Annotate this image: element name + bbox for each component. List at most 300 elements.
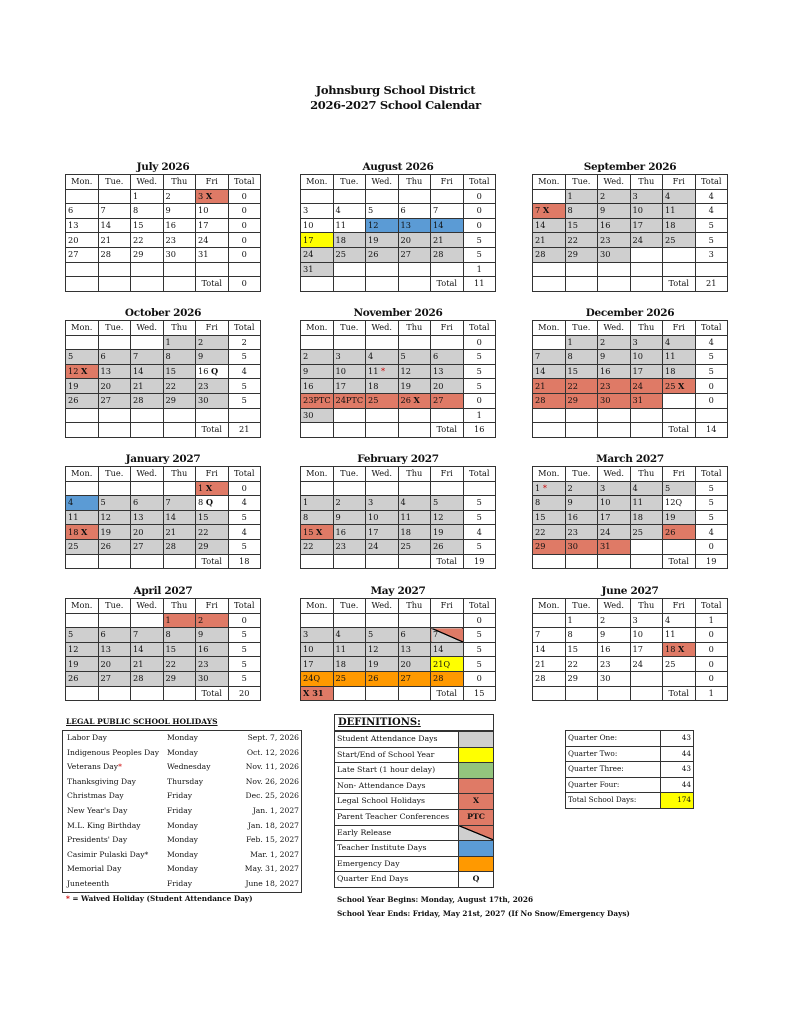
holiday-weekday: Monday: [167, 820, 198, 830]
day-cell: [533, 642, 566, 657]
day-number: 10: [335, 366, 346, 377]
quarter-row: [566, 792, 693, 808]
day-number: 26: [433, 541, 444, 552]
weekday-header: Mon.: [66, 467, 99, 482]
day-number: 17: [368, 526, 379, 537]
empty-cell: [533, 423, 566, 438]
empty-cell: [630, 686, 663, 701]
day-cell: [598, 233, 631, 248]
week-row: [301, 671, 496, 686]
day-number: 18: [400, 526, 411, 537]
day-cell: [66, 496, 99, 511]
day-cell: [196, 525, 229, 540]
holiday-date: Feb. 15, 2027: [246, 835, 299, 845]
day-cell: [196, 628, 229, 643]
day-number: 24PTC: [335, 395, 364, 406]
month-calendar: [300, 584, 496, 701]
day-number: 4: [368, 351, 374, 362]
weekday-header: Fri: [431, 467, 464, 482]
day-number: 29: [198, 541, 209, 552]
day-number: 10: [632, 205, 643, 216]
day-cell: [98, 657, 131, 672]
week-row: [533, 510, 728, 525]
month-title: September 2026: [583, 161, 677, 173]
total-row: [533, 423, 728, 438]
day-cell: [431, 671, 464, 686]
day-number: 9: [303, 366, 309, 377]
day-cell: [630, 539, 663, 554]
weekday-header: Total: [463, 467, 496, 482]
empty-cell: [66, 686, 99, 701]
day-number: 1: [535, 482, 541, 493]
month-table: [65, 466, 261, 569]
week-row: [533, 364, 728, 379]
empty-cell: [366, 277, 399, 292]
week-row: [533, 657, 728, 672]
day-number: 9: [335, 512, 341, 523]
week-row: [301, 628, 496, 643]
day-cell: [663, 189, 696, 204]
day-cell: [301, 247, 334, 262]
total-label: Total: [196, 423, 229, 438]
week-total: 5: [228, 510, 261, 525]
month-total: 21: [695, 277, 728, 292]
week-row: [533, 642, 728, 657]
day-cell: [366, 408, 399, 423]
week-row: [533, 189, 728, 204]
week-total: 5: [695, 233, 728, 248]
day-number: 2: [567, 482, 573, 493]
day-number: 28: [133, 673, 144, 684]
day-number: 17: [632, 366, 643, 377]
day-cell: [398, 510, 431, 525]
holiday-row: [63, 746, 301, 761]
day-number: 18: [632, 512, 643, 523]
empty-cell: [163, 686, 196, 701]
weekday-header: Mon.: [66, 321, 99, 336]
day-cell: [131, 613, 164, 628]
day-number: 10: [632, 351, 643, 362]
weekday-header: Total: [463, 175, 496, 190]
weekday-header: Wed.: [131, 321, 164, 336]
day-cell: [131, 335, 164, 350]
week-row: [301, 657, 496, 672]
day-cell: [598, 657, 631, 672]
weekday-header: Tue.: [565, 599, 598, 614]
day-cell: [163, 247, 196, 262]
week-total: 5: [228, 642, 261, 657]
empty-cell: [398, 423, 431, 438]
day-cell: [565, 481, 598, 496]
day-number: 24: [303, 249, 314, 260]
empty-cell: [333, 686, 366, 701]
day-number: 19: [433, 526, 444, 537]
day-number: 22: [165, 658, 176, 669]
weekday-header: Fri: [663, 175, 696, 190]
day-cell: [131, 481, 164, 496]
day-number: 12: [68, 366, 79, 377]
quarter-row: [566, 761, 693, 777]
day-cell: [98, 525, 131, 540]
weekday-header: Mon.: [301, 467, 334, 482]
holiday-row: [63, 760, 301, 775]
day-number: 16: [165, 220, 176, 231]
definition-label: Teacher Institute Days: [335, 841, 459, 856]
day-number: 8: [303, 512, 309, 523]
day-cell: [163, 218, 196, 233]
day-cell: [431, 233, 464, 248]
day-number: 4: [68, 497, 74, 508]
day-cell: [398, 262, 431, 277]
day-number: 19: [68, 380, 79, 391]
day-number: 10: [198, 205, 209, 216]
week-row: [66, 525, 261, 540]
week-total: 5: [463, 657, 496, 672]
holiday-date: June 18, 2027: [245, 878, 299, 888]
day-cell: [301, 510, 334, 525]
weekday-header: Fri: [431, 175, 464, 190]
day-number: 11: [665, 205, 676, 216]
weekday-header: Tue.: [565, 467, 598, 482]
day-number: 12: [368, 644, 379, 655]
week-row: [533, 233, 728, 248]
quarter-value: 44: [681, 748, 691, 758]
week-row: [301, 613, 496, 628]
day-number: 28: [133, 395, 144, 406]
empty-cell: [598, 277, 631, 292]
day-cell: [431, 525, 464, 540]
day-number: 3: [303, 205, 309, 216]
day-number: 9: [198, 629, 204, 640]
day-number: 25: [665, 380, 676, 391]
day-number: 6: [68, 205, 74, 216]
day-cell: [98, 262, 131, 277]
day-number: 8: [535, 497, 541, 508]
day-cell: [366, 204, 399, 219]
week-total: 0: [228, 189, 261, 204]
week-row: [66, 335, 261, 350]
district-title: Johnsburg School District: [315, 83, 476, 97]
month-title: May 2027: [370, 585, 426, 597]
total-row: [301, 686, 496, 701]
week-row: [66, 657, 261, 672]
color-swatch: [459, 732, 493, 747]
week-row: [66, 218, 261, 233]
day-number: 7: [535, 629, 541, 640]
day-number: 12: [68, 644, 79, 655]
day-cell: [66, 481, 99, 496]
holiday-row: [63, 862, 301, 877]
day-cell: [533, 481, 566, 496]
empty-cell: [163, 554, 196, 569]
day-cell: [66, 628, 99, 643]
definition-label: Student Attendance Days: [335, 732, 459, 747]
day-cell: [431, 481, 464, 496]
day-cell: [663, 539, 696, 554]
day-number: 8: [567, 205, 573, 216]
day-number: 20: [400, 658, 411, 669]
day-marker-with-number: X 31: [303, 687, 324, 698]
day-cell: [598, 218, 631, 233]
day-number: 2: [165, 190, 171, 201]
day-number: 30: [600, 249, 611, 260]
day-number: 11: [400, 512, 411, 523]
quarter-value: 44: [681, 779, 691, 789]
week-row: [301, 379, 496, 394]
weekday-header: Wed.: [598, 321, 631, 336]
day-cell: [663, 496, 696, 511]
week-row: [301, 364, 496, 379]
month-title: January 2027: [125, 453, 201, 465]
weekday-header: Wed.: [131, 175, 164, 190]
weekday-header: Mon.: [533, 599, 566, 614]
day-number: 25: [665, 658, 676, 669]
day-number: 16: [303, 380, 314, 391]
weekday-header: Fri: [431, 321, 464, 336]
day-cell: [98, 671, 131, 686]
day-cell: [301, 628, 334, 643]
day-number: 25: [335, 673, 346, 684]
day-marker: X: [81, 526, 88, 537]
day-cell: [630, 613, 663, 628]
day-cell: [196, 204, 229, 219]
weekday-header-row: [533, 599, 728, 614]
day-cell: [333, 613, 366, 628]
weekday-header: Tue.: [98, 599, 131, 614]
day-cell: [163, 335, 196, 350]
day-cell: [431, 408, 464, 423]
day-cell: [196, 671, 229, 686]
month-table: [532, 174, 728, 292]
day-number: 7: [133, 629, 139, 640]
day-cell: [398, 628, 431, 643]
day-cell: [131, 189, 164, 204]
holiday-weekday: Monday: [167, 835, 198, 845]
day-cell: [163, 379, 196, 394]
day-number: 4: [632, 482, 638, 493]
day-number: 28: [535, 673, 546, 684]
week-total: 0: [463, 335, 496, 350]
day-cell: [131, 350, 164, 365]
day-number: 23: [567, 526, 578, 537]
day-number: 9: [165, 205, 171, 216]
day-cell: [366, 379, 399, 394]
day-cell: [565, 233, 598, 248]
day-cell: [398, 671, 431, 686]
day-number: 30: [198, 673, 209, 684]
day-number: 12: [100, 512, 111, 523]
day-number: 16: [600, 366, 611, 377]
month-total: 20: [228, 686, 261, 701]
day-number: 23: [165, 234, 176, 245]
day-number: 2: [198, 614, 204, 625]
day-cell: [565, 539, 598, 554]
week-total: 5: [228, 350, 261, 365]
month-calendar: [532, 584, 728, 701]
day-cell: [131, 671, 164, 686]
day-cell: [301, 350, 334, 365]
day-number: 23: [600, 658, 611, 669]
day-cell: [196, 393, 229, 408]
day-number: 9: [600, 629, 606, 640]
day-cell: [565, 350, 598, 365]
week-total: 5: [228, 539, 261, 554]
day-number: 7: [535, 351, 541, 362]
day-number: 3: [198, 190, 204, 201]
day-cell: [66, 408, 99, 423]
day-number: 16: [600, 644, 611, 655]
month-total: 14: [695, 423, 728, 438]
day-cell: [533, 496, 566, 511]
week-total: 5: [463, 379, 496, 394]
day-marker: X: [205, 482, 213, 493]
day-number: 9: [600, 205, 606, 216]
day-cell: [598, 642, 631, 657]
holidays-table: [62, 730, 302, 893]
holiday-row: [63, 804, 301, 819]
day-cell: [431, 379, 464, 394]
day-cell: [598, 335, 631, 350]
day-cell: [163, 671, 196, 686]
day-number: 3: [600, 482, 606, 493]
day-number: 18: [335, 658, 346, 669]
day-number: 5: [368, 629, 374, 640]
day-cell: [163, 233, 196, 248]
day-cell: [163, 628, 196, 643]
day-cell: [398, 408, 431, 423]
holiday-name: M.L. King Birthday: [67, 820, 141, 830]
day-cell: [66, 335, 99, 350]
day-number: 31: [632, 395, 643, 406]
week-total: 0: [228, 481, 261, 496]
day-cell: [431, 204, 464, 219]
week-total: 4: [695, 525, 728, 540]
empty-cell: [366, 423, 399, 438]
day-number: 12Q: [665, 497, 683, 508]
weekday-header-row: [66, 321, 261, 336]
day-cell: [333, 510, 366, 525]
day-number: 28: [535, 249, 546, 260]
definition-label: Parent Teacher Conferences: [335, 810, 459, 825]
color-swatch: [459, 826, 493, 841]
day-number: 17: [632, 220, 643, 231]
day-cell: [131, 364, 164, 379]
weekday-header-row: [301, 467, 496, 482]
day-cell: [196, 335, 229, 350]
empty-cell: [398, 277, 431, 292]
day-cell: [366, 218, 399, 233]
week-row: [301, 510, 496, 525]
empty-cell: [98, 686, 131, 701]
day-number: 10: [303, 644, 314, 655]
day-number: 4: [335, 205, 341, 216]
week-total: 1: [463, 408, 496, 423]
day-cell: [533, 613, 566, 628]
day-number: 5: [665, 482, 671, 493]
day-cell: [630, 262, 663, 277]
day-cell: [333, 671, 366, 686]
day-cell: [565, 671, 598, 686]
week-total: 1: [695, 613, 728, 628]
day-cell: [398, 350, 431, 365]
day-cell: [366, 393, 399, 408]
day-cell: [565, 642, 598, 657]
definition-row: [335, 747, 493, 763]
day-cell: [565, 628, 598, 643]
day-number: 2: [600, 614, 606, 625]
holiday-name: Presidents' Day: [67, 835, 128, 845]
day-cell: [533, 657, 566, 672]
week-row: [66, 393, 261, 408]
day-cell: [196, 189, 229, 204]
day-cell: [431, 247, 464, 262]
day-number: 8: [567, 629, 573, 640]
day-marker: X: [413, 395, 420, 406]
holiday-weekday: Monday: [167, 849, 198, 859]
week-total: 5: [463, 496, 496, 511]
day-cell: [196, 481, 229, 496]
day-number: 15: [133, 220, 144, 231]
day-number: 15: [198, 512, 209, 523]
color-swatch: [459, 841, 493, 856]
week-row: [301, 642, 496, 657]
day-cell: [333, 189, 366, 204]
day-number: 27: [433, 395, 444, 406]
day-number: 26: [665, 526, 676, 537]
day-number: 17: [632, 644, 643, 655]
day-cell: [598, 364, 631, 379]
school-year-ends: School Year Ends: Friday, May 21st, 2027 (If No Snow/Emergency Days): [337, 909, 630, 918]
definition-label: Non- Attendance Days: [335, 779, 459, 794]
day-cell: [98, 247, 131, 262]
day-cell: [533, 350, 566, 365]
day-number: 19: [368, 658, 379, 669]
week-total: 0: [463, 671, 496, 686]
empty-cell: [598, 423, 631, 438]
total-label: Total: [663, 423, 696, 438]
day-cell: [163, 364, 196, 379]
day-number: 24: [632, 658, 643, 669]
day-marker: X: [678, 380, 685, 391]
day-number: 20: [433, 380, 444, 391]
weekday-header: Fri: [663, 599, 696, 614]
day-number: 4: [400, 497, 406, 508]
day-cell: [565, 525, 598, 540]
day-cell: [533, 335, 566, 350]
day-cell: [66, 262, 99, 277]
day-number: 27: [100, 673, 111, 684]
day-cell: [196, 233, 229, 248]
day-cell: [565, 335, 598, 350]
empty-cell: [66, 423, 99, 438]
holiday-weekday: Monday: [167, 864, 198, 874]
definition-label: Legal School Holidays: [335, 794, 459, 809]
day-cell: [565, 408, 598, 423]
weekday-header: Mon.: [301, 599, 334, 614]
day-cell: [630, 496, 663, 511]
weekday-header: Wed.: [366, 175, 399, 190]
day-cell: [98, 496, 131, 511]
day-number: 16: [567, 512, 578, 523]
asterisk: *: [66, 894, 70, 903]
weekday-header: Mon.: [301, 321, 334, 336]
day-number: 7: [100, 205, 106, 216]
day-cell: [431, 335, 464, 350]
day-cell: [131, 204, 164, 219]
weekday-header: Thu: [163, 321, 196, 336]
weekday-header: Thu: [163, 599, 196, 614]
day-number: 31: [303, 263, 314, 274]
